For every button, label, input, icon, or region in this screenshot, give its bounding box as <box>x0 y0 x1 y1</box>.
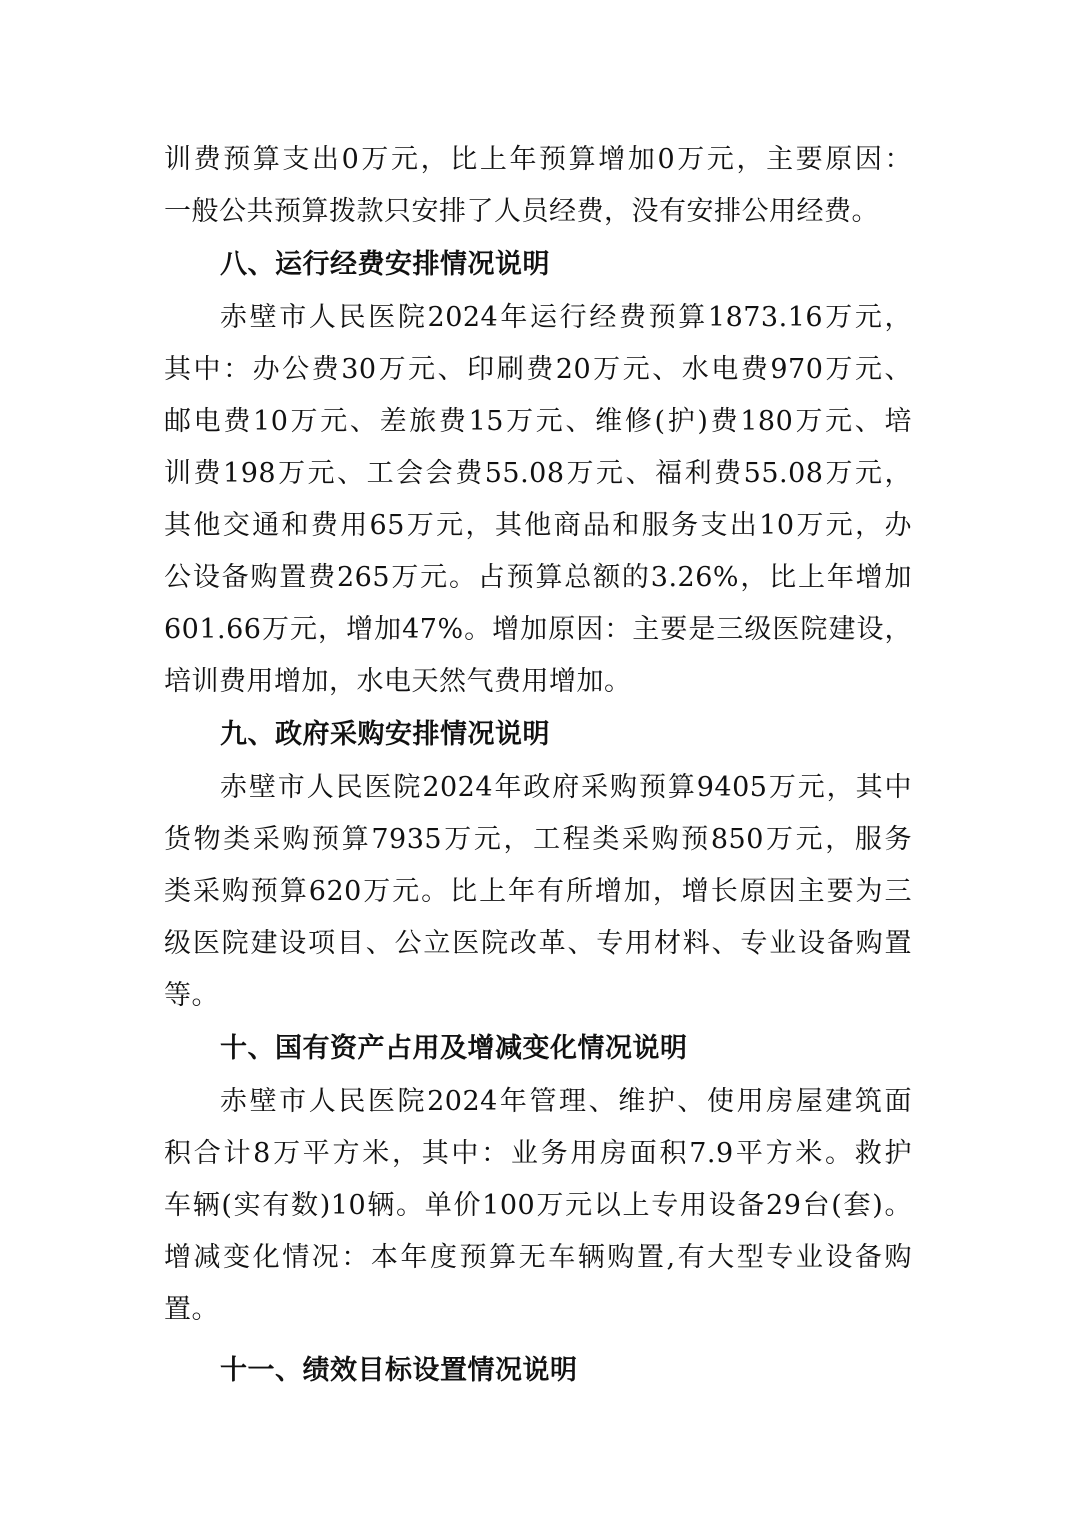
paragraph-line: 其中：办公费30万元、印刷费20万元、水电费970万元、 <box>164 354 912 385</box>
paragraph-line: 积合计8万平方米，其中：业务用房面积7.9平方米。救护 <box>164 1138 912 1169</box>
paragraph-line: 培训费用增加，水电天然气费用增加。 <box>164 666 632 697</box>
paragraph-line: 训费预算支出0万元，比上年预算增加0万元，主要原因： <box>164 144 912 175</box>
paragraph-line: 一般公共预算拨款只安排了人员经费，没有安排公用经费。 <box>164 196 879 227</box>
section-heading-8: 八、运行经费安排情况说明 <box>220 249 550 280</box>
paragraph-line: 类采购预算620万元。比上年有所增加，增长原因主要为三 <box>164 876 912 907</box>
paragraph-line: 其他交通和费用65万元，其他商品和服务支出10万元，办 <box>164 510 912 541</box>
paragraph-line: 公设备购置费265万元。占预算总额的3.26%，比上年增加 <box>164 562 912 593</box>
paragraph-line: 增减变化情况：本年度预算无车辆购置,有大型专业设备购 <box>164 1242 912 1273</box>
section-8-paragraph <box>164 292 912 708</box>
section-9-paragraph <box>164 762 912 1022</box>
section-heading-9: 九、政府采购安排情况说明 <box>220 719 550 750</box>
document-page <box>164 134 912 1398</box>
intro-paragraph <box>164 134 912 238</box>
section-heading-11: 十一、绩效目标设置情况说明 <box>220 1355 578 1386</box>
paragraph-line: 置。 <box>164 1294 219 1325</box>
paragraph-line: 训费198万元、工会会费55.08万元、福利费55.08万元， <box>164 458 912 489</box>
paragraph-line: 赤壁市人民医院2024年管理、维护、使用房屋建筑面 <box>220 1086 912 1117</box>
section-heading-10: 十、国有资产占用及增减变化情况说明 <box>220 1033 688 1064</box>
paragraph-line: 车辆(实有数)10辆。单价100万元以上专用设备29台(套)。 <box>164 1190 912 1221</box>
paragraph-line: 等。 <box>164 980 219 1011</box>
section-10-paragraph <box>164 1076 912 1336</box>
paragraph-line: 赤壁市人民医院2024年运行经费预算1873.16万元， <box>220 302 912 333</box>
paragraph-line: 邮电费10万元、差旅费15万元、维修(护)费180万元、培 <box>164 406 912 437</box>
paragraph-line: 601.66万元，增加47%。增加原因：主要是三级医院建设， <box>164 614 912 645</box>
paragraph-line: 级医院建设项目、公立医院改革、专用材料、专业设备购置 <box>164 928 912 959</box>
section-spacer <box>164 1336 912 1344</box>
paragraph-line: 赤壁市人民医院2024年政府采购预算9405万元，其中 <box>220 772 912 803</box>
paragraph-line: 货物类采购预算7935万元，工程类采购预850万元，服务 <box>164 824 912 855</box>
